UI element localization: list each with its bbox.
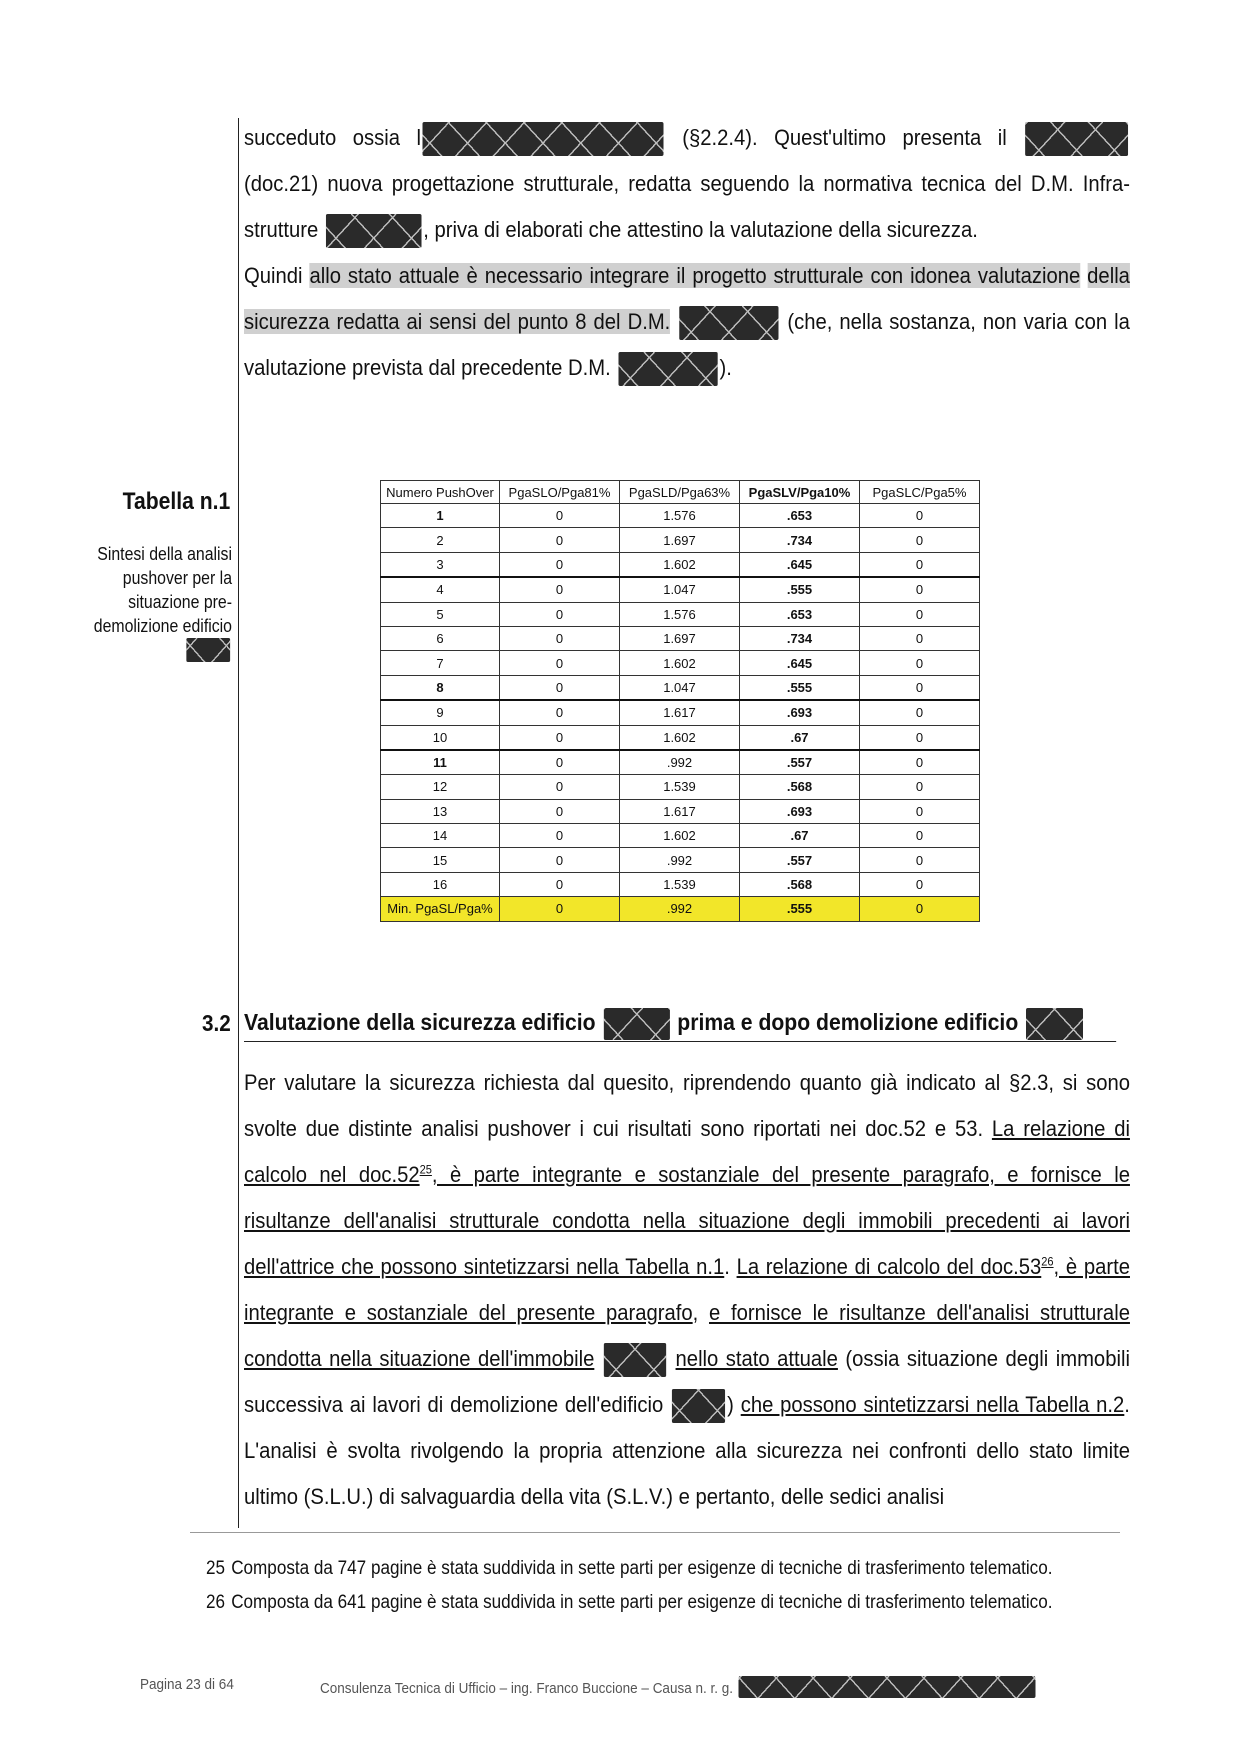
table-cell: .568 <box>740 775 860 799</box>
footnote-number: 25 <box>206 1558 226 1579</box>
table-cell: 0 <box>860 725 980 750</box>
table-cell: 0 <box>860 626 980 650</box>
redaction-block <box>1025 122 1128 156</box>
table-title: Tabella n.1 <box>122 488 230 515</box>
table-row <box>381 799 980 823</box>
table-cell: 1.576 <box>620 602 740 626</box>
column-header: Numero PushOver <box>381 481 500 504</box>
title-text: prima e dopo demolizione edificio <box>677 1009 1019 1035</box>
table-cell: 3 <box>381 552 500 577</box>
table-cell: .992 <box>620 848 740 872</box>
page-number: Pagina 23 di 64 <box>140 1676 234 1693</box>
text-run: Quindi <box>244 263 310 288</box>
text-run: (che, nella sostanza, non varia <box>780 309 1068 334</box>
table-cell: 0 <box>500 700 620 725</box>
text-run: , priva di elaborati che attestino la valutazione della sicurezza. <box>423 217 978 242</box>
table-cell: 0 <box>500 848 620 872</box>
table-cell: 1.602 <box>620 552 740 577</box>
footer-caption <box>320 1676 1037 1698</box>
table-cell: 0 <box>500 872 620 896</box>
text-run: strutture <box>244 217 319 242</box>
table-cell: .555 <box>740 897 860 921</box>
table-cell: .645 <box>740 552 860 577</box>
table-cell: 0 <box>500 897 620 921</box>
table-cell: 0 <box>860 700 980 725</box>
table-cell: 14 <box>381 824 500 848</box>
table-cell: 1.602 <box>620 651 740 675</box>
table-cell: 15 <box>381 848 500 872</box>
table-row <box>381 775 980 799</box>
table-cell: 11 <box>381 750 500 775</box>
table-cell: .653 <box>740 602 860 626</box>
redaction-block <box>679 306 778 340</box>
table-cell: 0 <box>500 775 620 799</box>
table-cell: 0 <box>860 799 980 823</box>
table-cell: 0 <box>500 799 620 823</box>
underlined-text: nello stato attuale <box>675 1346 838 1371</box>
table-cell: 0 <box>500 824 620 848</box>
table-cell: 0 <box>500 675 620 700</box>
table-header-row <box>381 481 980 504</box>
footnote-text: Composta da 747 pagine è stata suddivida in sette parti per esigenze di tecniche di trasferimento telematico. <box>231 1558 1053 1579</box>
footnote-25 <box>206 1556 1052 1582</box>
table-cell: .992 <box>620 750 740 775</box>
min-row <box>381 897 980 921</box>
table-cell: 1.047 <box>620 577 740 602</box>
table-cell: 0 <box>860 552 980 577</box>
footnote-26 <box>206 1590 1052 1616</box>
text-run: ) <box>727 1392 741 1417</box>
table-cell: .992 <box>620 897 740 921</box>
footnote-separator <box>190 1532 1120 1533</box>
margin-rule <box>238 118 239 1528</box>
table-cell: 0 <box>860 577 980 602</box>
redaction-block <box>672 1389 725 1423</box>
footnote-ref[interactable]: 26 <box>1041 1254 1054 1269</box>
redaction-block <box>1026 1008 1083 1040</box>
text-run: ). <box>719 355 732 380</box>
table-row <box>381 675 980 700</box>
table-cell: 6 <box>381 626 500 650</box>
table-cell: 0 <box>500 651 620 675</box>
table-cell: 0 <box>860 848 980 872</box>
table-cell: 0 <box>860 675 980 700</box>
table-cell: 10 <box>381 725 500 750</box>
table-cell: Min. PgaSL/Pga% <box>381 897 500 921</box>
table-row <box>381 872 980 896</box>
text-run: (ossia situazione degli immobili successiva ai lavori di demolizione dell'edificio <box>244 1346 1130 1417</box>
redaction-block <box>739 1676 1036 1698</box>
table-cell: .653 <box>740 504 860 528</box>
table-cell: 1.617 <box>620 700 740 725</box>
column-header: PgaSLO/Pga81% <box>500 481 620 504</box>
underlined-text: e fornisce le risultanze dell'analisi strutturale condotta nella situazione dell'immobile <box>244 1300 1130 1371</box>
body-paragraph <box>244 1060 1130 1520</box>
table-cell: 8 <box>381 675 500 700</box>
table-cell: 1.047 <box>620 675 740 700</box>
table-row <box>381 504 980 528</box>
highlighted-text: allo stato attuale è necessario integrare il progetto strutturale con idonea valutazione <box>309 263 1081 288</box>
text-run: , <box>692 1300 710 1325</box>
underlined-text: , è parte integrante e sostanziale del presente paragrafo, e fornisce le risultanze dell'analisi strutturale condotta nella situazione degli immobili precedenti ai lavori dell'attrice che possono sintetizzarsi nella Tabella n.1 <box>244 1162 1130 1279</box>
table-cell: 0 <box>500 602 620 626</box>
table-cell: 1.617 <box>620 799 740 823</box>
text-run: . <box>724 1254 737 1279</box>
table-cell: 0 <box>860 750 980 775</box>
table-cell: 5 <box>381 602 500 626</box>
underlined-text: , è parte integrante e sostanziale del presente paragrafo <box>244 1254 1130 1325</box>
footer-text: Consulenza Tecnica di Ufficio – ing. Franco Buccione – Causa n. r. g. <box>320 1680 733 1697</box>
intro-paragraph <box>244 115 1130 391</box>
table-cell: 1 <box>381 504 500 528</box>
table-cell: 1.602 <box>620 725 740 750</box>
table-cell: .734 <box>740 528 860 552</box>
text-run: (§2.2.4). Quest'ultimo presenta il <box>682 125 1007 150</box>
table-cell: .557 <box>740 848 860 872</box>
section-number: 3.2 <box>202 1010 231 1036</box>
table-cell: 13 <box>381 799 500 823</box>
table-cell: 0 <box>860 872 980 896</box>
table-row <box>381 528 980 552</box>
table-cell: .557 <box>740 750 860 775</box>
table-cell: .693 <box>740 700 860 725</box>
table-row <box>381 651 980 675</box>
column-header: PgaSLC/Pga5% <box>860 481 980 504</box>
table-cell: 4 <box>381 577 500 602</box>
text-run: con la valutazione prevista dal precedente D.M. <box>244 309 1130 380</box>
table-cell: 0 <box>500 577 620 602</box>
table-cell: 16 <box>381 872 500 896</box>
table-cell: .734 <box>740 626 860 650</box>
table-cell: 2 <box>381 528 500 552</box>
table-cell: .645 <box>740 651 860 675</box>
table-cell: 1.697 <box>620 528 740 552</box>
highlighted-text: della sicurezza redatta ai sensi del punto 8 del D.M. <box>244 263 1130 334</box>
table-row <box>381 577 980 602</box>
table-row <box>381 848 980 872</box>
table-cell: .67 <box>740 824 860 848</box>
footnote-number: 26 <box>206 1592 226 1613</box>
table-cell: 0 <box>500 626 620 650</box>
table-row <box>381 552 980 577</box>
text-run: (doc.21) nuova progettazione strutturale, redatta seguendo la normativa tecnica del D.M. Infra- <box>244 171 1130 196</box>
caption-text: Sintesi della analisi pushover per la situazione pre-demolizione edificio <box>93 544 232 636</box>
table-cell: 1.602 <box>620 824 740 848</box>
table-cell: .67 <box>740 725 860 750</box>
section-title <box>244 1003 1116 1042</box>
table-row <box>381 602 980 626</box>
redaction-block <box>186 638 230 662</box>
table-cell: 0 <box>500 552 620 577</box>
table-cell: 0 <box>500 750 620 775</box>
table-row <box>381 626 980 650</box>
pushover-table <box>380 480 980 922</box>
table-cell: 12 <box>381 775 500 799</box>
table-cell: 0 <box>860 897 980 921</box>
table-cell: 0 <box>860 651 980 675</box>
footnote-text: Composta da 641 pagine è stata suddivida in sette parti per esigenze di tecniche di trasferimento telematico. <box>231 1592 1053 1613</box>
underlined-text: La relazione di calcolo del doc.53 <box>736 1254 1042 1279</box>
underlined-text: che possono sintetizzarsi nella Tabella n.2 <box>740 1392 1125 1417</box>
redaction-block <box>604 1343 667 1377</box>
redaction-block <box>618 352 717 386</box>
redaction-block <box>326 214 422 248</box>
text-run: . L'analisi è svolta rivolgendo la propria attenzione alla sicurezza nei confronti dello stato limite ultimo (S.L.U.) di salvaguardia della vita (S.L.V.) e pertanto, delle sedici analisi <box>244 1392 1130 1509</box>
table-cell: 0 <box>500 504 620 528</box>
table-caption <box>82 542 232 663</box>
redaction-block <box>423 122 664 156</box>
table-cell: 0 <box>860 824 980 848</box>
table-cell: 7 <box>381 651 500 675</box>
table-cell: 0 <box>500 725 620 750</box>
column-header: PgaSLV/Pga10% <box>740 481 860 504</box>
table-cell: 1.576 <box>620 504 740 528</box>
title-text: Valutazione della sicurezza edificio <box>244 1009 596 1035</box>
table-cell: .693 <box>740 799 860 823</box>
table-cell: 9 <box>381 700 500 725</box>
text-run: Per valutare la sicurezza richiesta dal quesito, riprendendo quanto già indicato al §2.3, si sono svolte due distinte analisi pushover i cui risultati sono riportati nei doc.52 e 53. <box>244 1070 1130 1141</box>
footnote-ref[interactable]: 25 <box>419 1162 432 1177</box>
redaction-block <box>603 1008 669 1040</box>
table-cell: 1.539 <box>620 775 740 799</box>
table-cell: 1.539 <box>620 872 740 896</box>
table-cell: 0 <box>500 528 620 552</box>
table-cell: 0 <box>860 504 980 528</box>
table-cell: .555 <box>740 577 860 602</box>
table-cell: 0 <box>860 528 980 552</box>
table-row <box>381 824 980 848</box>
table-row <box>381 750 980 775</box>
text-run: succeduto ossia l <box>244 125 422 150</box>
underlined-text: La relazione di calcolo nel doc.52 <box>244 1116 1130 1187</box>
table-row <box>381 725 980 750</box>
table-cell: 1.697 <box>620 626 740 650</box>
table-cell: .568 <box>740 872 860 896</box>
table-cell: .555 <box>740 675 860 700</box>
table-cell: 0 <box>860 775 980 799</box>
column-header: PgaSLD/Pga63% <box>620 481 740 504</box>
table-cell: 0 <box>860 602 980 626</box>
table-row <box>381 700 980 725</box>
